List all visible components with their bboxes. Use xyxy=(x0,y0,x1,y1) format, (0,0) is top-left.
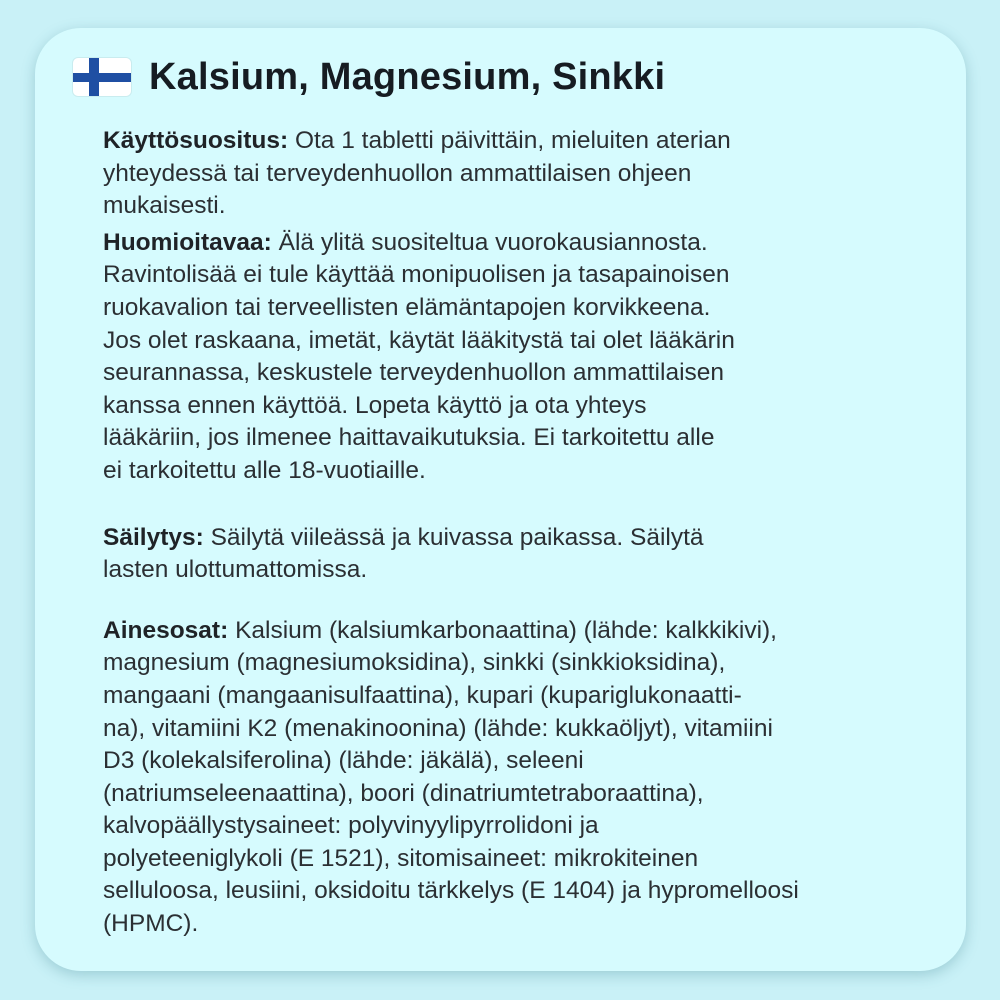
usage-line: mukaisesti. xyxy=(103,192,226,220)
storage-line xyxy=(103,522,893,555)
notice-line xyxy=(103,227,893,260)
notice-line: seurannassa, keskustele terveydenhuollon ammattilaisen xyxy=(103,359,725,387)
ingredients-line xyxy=(103,615,893,648)
ingredients-line: (HPMC). xyxy=(103,910,199,938)
ingredients-text: Kalsium (kalsiumkarbonaattina) (lähde: kalkkikivi), xyxy=(228,616,777,644)
ingredients-line: na), vitamiini K2 (menakinoonina) (lähde: kukkaöljyt), vitamiini xyxy=(103,714,773,742)
notice-line: lääkäriin, jos ilmenee haittavaikutuksia. Ei tarkoitettu alle xyxy=(103,424,715,452)
ingredients-line: magnesium (magnesiumoksidina), sinkki (sinkkioksidina), xyxy=(103,649,726,677)
usage-section xyxy=(103,125,893,223)
ingredients-line: polyeteeniglykoli (E 1521), sitomisaineet: mikrokiteinen xyxy=(103,844,699,872)
usage-line xyxy=(103,125,893,158)
ingredients-line: D3 (kolekalsiferolina) (lähde: jäkälä), seleeni xyxy=(103,747,584,775)
notice-line: kanssa ennen käyttöä. Lopeta käyttö ja ota yhteys xyxy=(103,391,647,419)
notice-line: Jos olet raskaana, imetät, käytät lääkitystä tai olet lääkärin xyxy=(103,326,735,354)
info-card xyxy=(35,28,966,971)
ingredients-label: Ainesosat: xyxy=(103,616,229,644)
storage-section xyxy=(103,522,893,587)
usage-line: yhteydessä tai terveydenhuollon ammattilaisen ohjeen xyxy=(103,159,692,187)
usage-label: Käyttösuositus: xyxy=(103,127,289,154)
notice-label: Huomioitavaa: xyxy=(103,228,272,256)
ingredients-line: kalvopäällystysaineet: polyvinyylipyrrolidoni ja xyxy=(103,812,599,840)
ingredients-line: selluloosa, leusiini, oksidoitu tärkkelys (E 1404) ja hypromelloosi xyxy=(103,877,799,905)
notice-line: ruokavalion tai terveellisten elämäntapojen korvikkeena. xyxy=(103,293,711,321)
card-header xyxy=(73,52,665,102)
notice-section xyxy=(103,227,893,488)
ingredients-line: mangaani (mangaanisulfaattina), kupari (kupariglukonaatti- xyxy=(103,681,742,709)
storage-line: lasten ulottumattomissa. xyxy=(103,556,368,584)
notice-line: ei tarkoitettu alle 18-vuotiaille. xyxy=(103,456,426,484)
label-text-body xyxy=(103,125,893,941)
storage-text: Säilytä viileässä ja kuivassa paikassa. Säilytä xyxy=(203,523,704,551)
storage-label: Säilytys: xyxy=(103,523,204,551)
notice-text: Älä ylitä suositeltua vuorokausiannosta. xyxy=(271,228,708,256)
ingredients-line: (natriumseleenaattina), boori (dinatriumtetraboraattina), xyxy=(103,779,704,807)
page-title: Kalsium, Magnesium, Sinkki xyxy=(149,56,666,98)
finland-flag-icon xyxy=(73,58,131,96)
usage-text: Ota 1 tabletti päivittäin, mieluiten aterian xyxy=(288,127,731,154)
notice-line: Ravintolisää ei tule käyttää monipuolisen ja tasapainoisen xyxy=(103,261,730,289)
ingredients-section xyxy=(103,615,893,941)
